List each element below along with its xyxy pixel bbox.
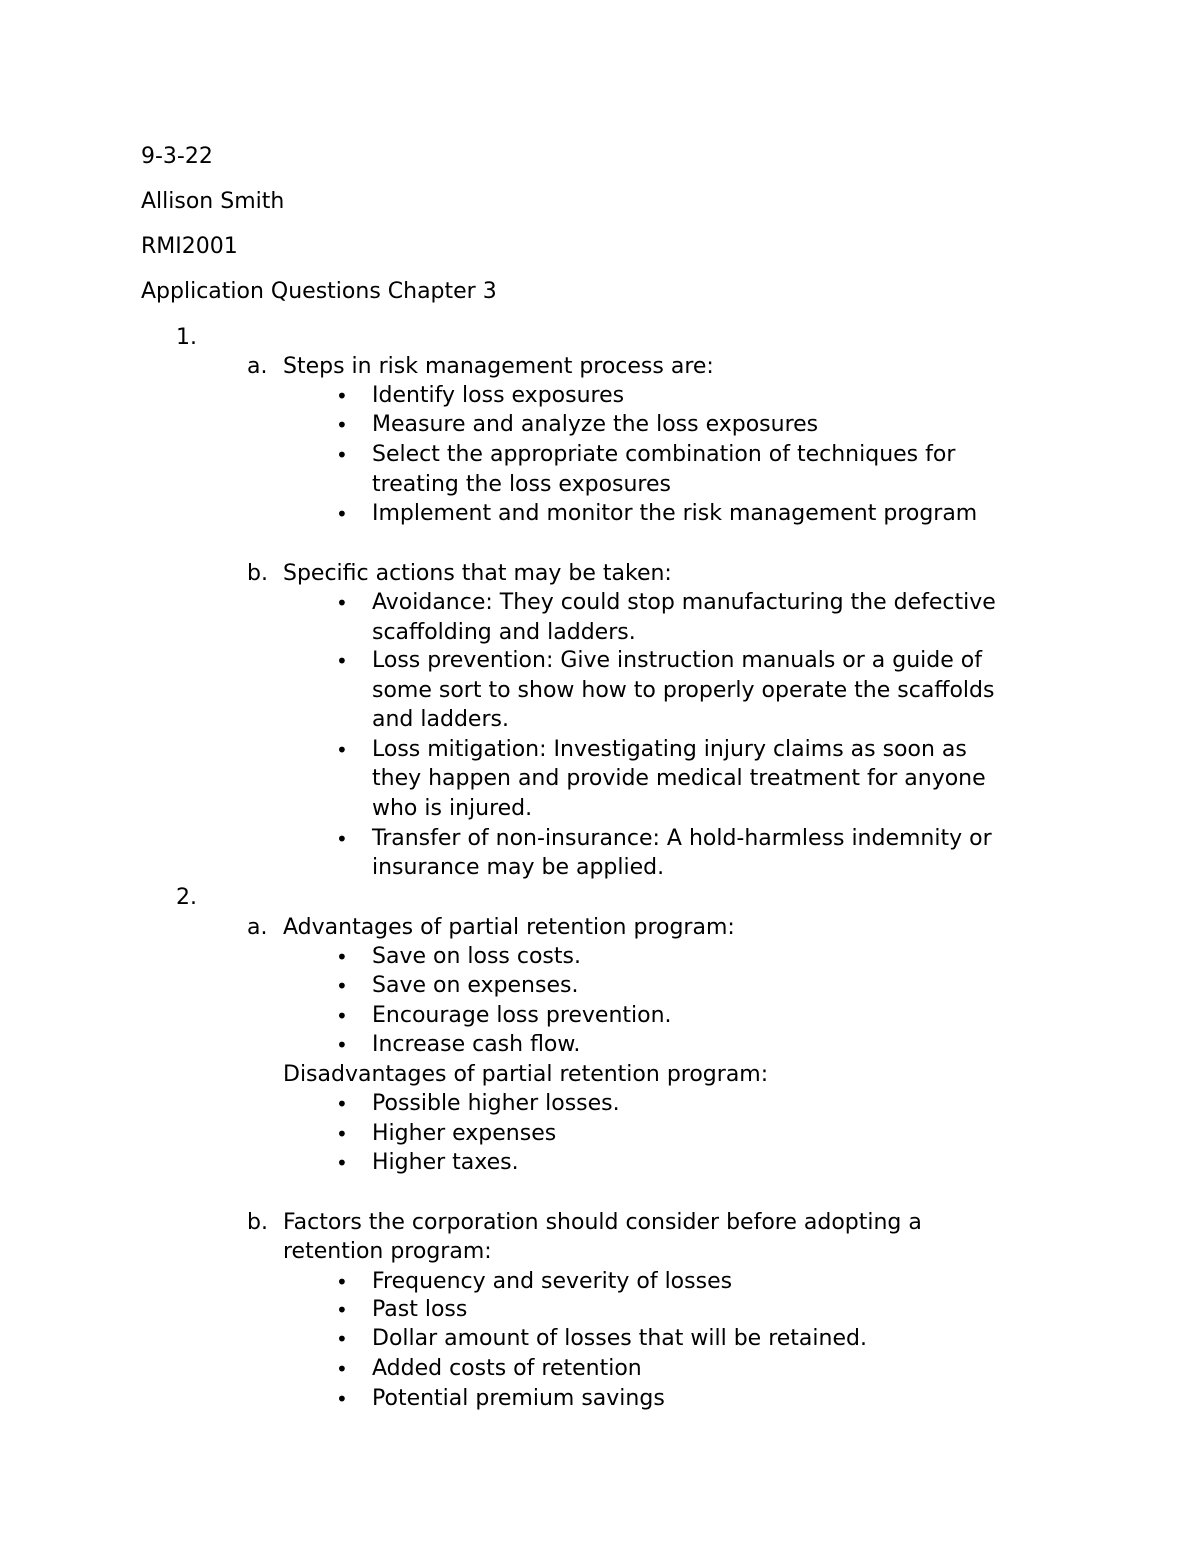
student-name: Allison Smith: [141, 189, 285, 214]
bullet-icon: •: [336, 1033, 348, 1057]
list-item: Select the appropriate combination of techniques for: [372, 442, 956, 467]
question-2-number: 2.: [176, 885, 197, 910]
list-item-continuation: they happen and provide medical treatment for anyone: [372, 766, 986, 791]
course-code: RMI2001: [141, 234, 238, 259]
bullet-icon: •: [336, 827, 348, 851]
list-item-continuation: treating the loss exposures: [372, 472, 671, 497]
list-item: Identify loss exposures: [372, 383, 625, 408]
list-item: Higher expenses: [372, 1121, 557, 1146]
list-item: Potential premium savings: [372, 1386, 665, 1411]
bullet-icon: •: [336, 591, 348, 615]
list-item: Frequency and severity of losses: [372, 1269, 733, 1294]
list-item: Implement and monitor the risk management program: [372, 501, 978, 526]
list-item: Encourage loss prevention.: [372, 1003, 672, 1028]
list-item: Higher taxes.: [372, 1150, 519, 1175]
bullet-icon: •: [336, 1387, 348, 1411]
list-item-continuation: insurance may be applied.: [372, 855, 665, 880]
list-item-continuation: and ladders.: [372, 707, 509, 732]
q2a-subheading: Disadvantages of partial retention program:: [283, 1062, 769, 1087]
bullet-icon: •: [336, 1270, 348, 1294]
q2b-heading: Factors the corporation should consider before adopting a: [283, 1210, 922, 1235]
bullet-icon: •: [336, 413, 348, 437]
bullet-icon: •: [336, 1092, 348, 1116]
list-item: Measure and analyze the loss exposures: [372, 412, 819, 437]
bullet-icon: •: [336, 945, 348, 969]
list-item: Save on expenses.: [372, 973, 579, 998]
q1b-letter: b.: [247, 561, 268, 586]
list-item: Loss prevention: Give instruction manuals or a guide of: [372, 648, 982, 673]
bullet-icon: •: [336, 1357, 348, 1381]
q2a-letter: a.: [247, 915, 268, 940]
question-1-number: 1.: [176, 325, 197, 350]
bullet-icon: •: [336, 1327, 348, 1351]
list-item: Increase cash flow.: [372, 1032, 581, 1057]
bullet-icon: •: [336, 1122, 348, 1146]
bullet-icon: •: [336, 1004, 348, 1028]
list-item: Loss mitigation: Investigating injury claims as soon as: [372, 737, 967, 762]
bullet-icon: •: [336, 443, 348, 467]
bullet-icon: •: [336, 502, 348, 526]
list-item: Added costs of retention: [372, 1356, 642, 1381]
q1a-heading: Steps in risk management process are:: [283, 354, 714, 379]
bullet-icon: •: [336, 1298, 348, 1322]
list-item: Save on loss costs.: [372, 944, 581, 969]
list-item: Avoidance: They could stop manufacturing the defective: [372, 590, 996, 615]
q2b-letter: b.: [247, 1210, 268, 1235]
list-item-continuation: scaffolding and ladders.: [372, 620, 636, 645]
q1a-letter: a.: [247, 354, 268, 379]
bullet-icon: •: [336, 974, 348, 998]
bullet-icon: •: [336, 738, 348, 762]
bullet-icon: •: [336, 1151, 348, 1175]
q2a-heading: Advantages of partial retention program:: [283, 915, 735, 940]
list-item-continuation: who is injured.: [372, 796, 533, 821]
list-item: Transfer of non-insurance: A hold-harmless indemnity or: [372, 826, 992, 851]
list-item: Possible higher losses.: [372, 1091, 620, 1116]
page-title: Application Questions Chapter 3: [141, 279, 497, 304]
date-line: 9-3-22: [141, 144, 213, 169]
list-item-continuation: some sort to show how to properly operate the scaffolds: [372, 678, 995, 703]
bullet-icon: •: [336, 384, 348, 408]
list-item: Dollar amount of losses that will be retained.: [372, 1326, 867, 1351]
bullet-icon: •: [336, 649, 348, 673]
q1b-heading: Specific actions that may be taken:: [283, 561, 672, 586]
q2b-heading-continuation: retention program:: [283, 1239, 492, 1264]
list-item: Past loss: [372, 1297, 468, 1322]
